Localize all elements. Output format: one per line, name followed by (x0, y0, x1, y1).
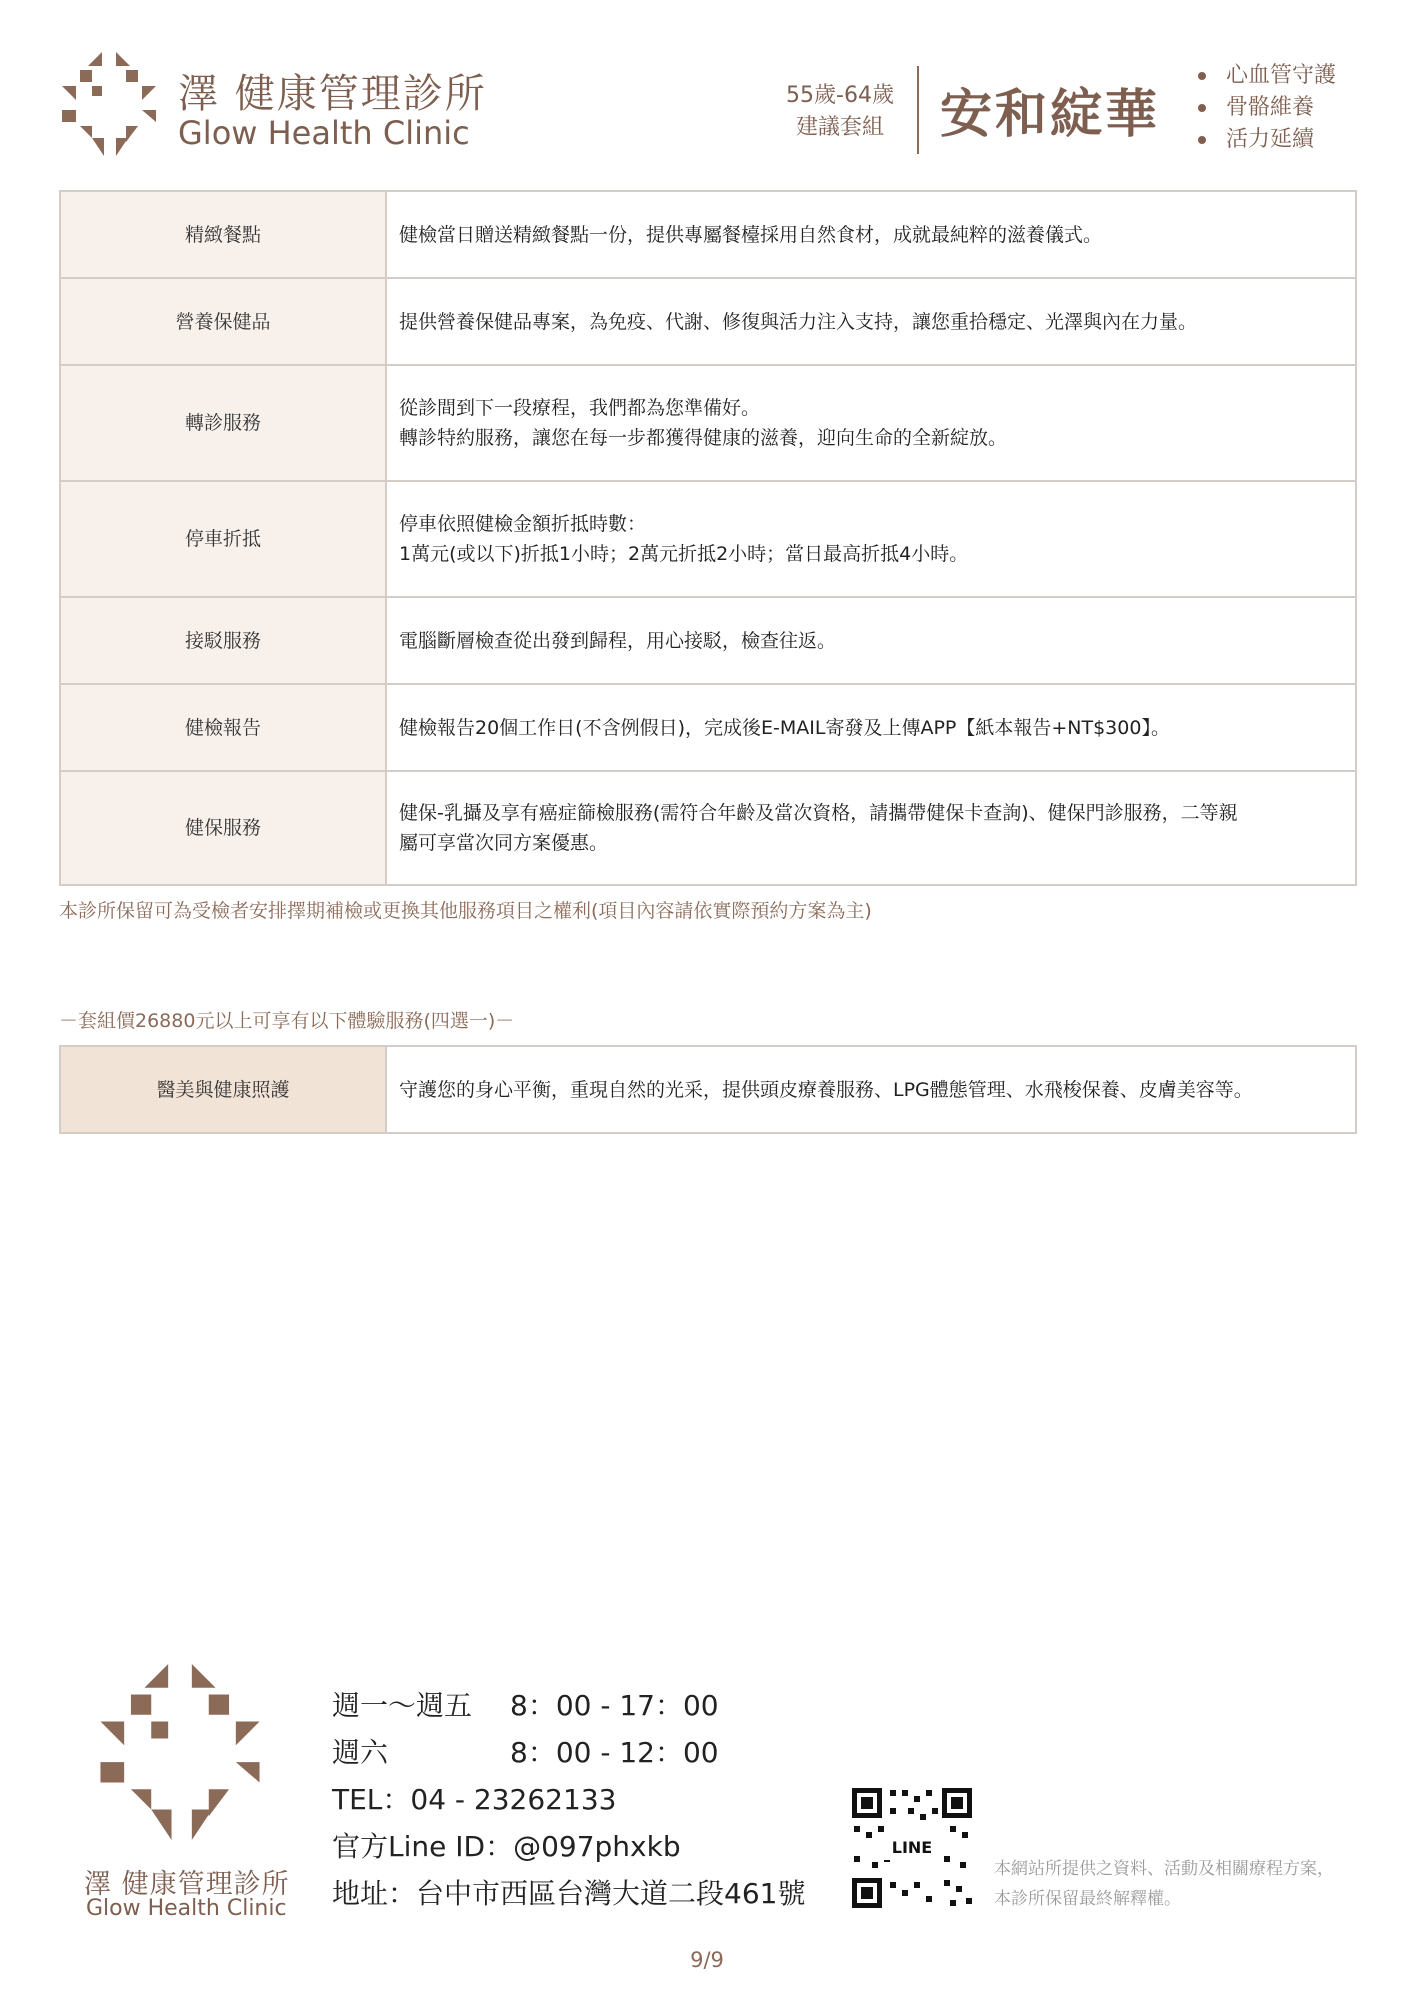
service-name: 健檢報告 (60, 684, 386, 771)
page-number: 9/9 (690, 1948, 724, 1972)
offer-table (59, 1045, 1357, 1134)
service-desc: 提供營養保健品專案，為免疫、代謝、修復與活力注入支持，讓您重拾穩定、光澤與內在力量。 (386, 278, 1356, 365)
feature-item: 心血管守護 (1198, 60, 1336, 92)
service-desc: 停車依照健檢金額折抵時數： 1萬元(或以下)折抵1小時；2萬元折抵2小時；當日最高折抵4小時。 (386, 481, 1356, 597)
package-name: 安和綻華 (940, 85, 1161, 145)
qr-label: LINE (891, 1838, 933, 1857)
offer-name: 醫美與健康照護 (60, 1046, 386, 1133)
service-name: 營養保健品 (60, 278, 386, 365)
hours-saturday: 週六 8：00 - 12：00 (332, 1736, 719, 1769)
offer-desc: 守護您的身心平衡，重現自然的光采，提供頭皮療養服務、LPG體態管理、水飛梭保養、皮膚美容等。 (386, 1046, 1356, 1133)
service-name: 接駁服務 (60, 597, 386, 684)
clinic-logo (62, 52, 156, 156)
service-name: 精緻餐點 (60, 191, 386, 278)
feature-item: 骨骼維養 (1198, 92, 1336, 124)
footer-clinic-name-en: Glow Health Clinic (86, 1896, 287, 1921)
service-name: 轉診服務 (60, 365, 386, 481)
feature-item: 活力延續 (1198, 124, 1336, 156)
table-row (60, 365, 1356, 481)
clinic-name-zh: 澤 健康管理診所 (178, 71, 487, 117)
line-qr-code[interactable] (850, 1786, 974, 1910)
bullet-icon (1198, 72, 1206, 80)
service-desc: 健檢報告20個工作日(不含例假日)，完成後E-MAIL寄發及上傳APP【紙本報告+NT$300】。 (386, 684, 1356, 771)
offer-header: －套組價26880元以上可享有以下體驗服務(四選一)－ (59, 1010, 515, 1032)
package-label: 建議套組 (795, 115, 884, 140)
feature-list (1198, 60, 1336, 156)
header-divider (917, 66, 919, 154)
footer-clinic-name-zh: 澤 健康管理診所 (84, 1869, 290, 1900)
table-row (60, 191, 1356, 278)
service-desc: 電腦斷層檢查從出發到歸程，用心接駁，檢查往返。 (386, 597, 1356, 684)
footer-logo (98, 1664, 262, 1840)
services-table (59, 190, 1357, 886)
service-name: 健保服務 (60, 771, 386, 885)
table-row (60, 771, 1356, 885)
bullet-icon (1198, 104, 1206, 112)
table-row (60, 278, 1356, 365)
hours-weekday: 週一～週五 8：00 - 17：00 (332, 1689, 719, 1722)
service-desc: 健保-乳攝及享有癌症篩檢服務(需符合年齡及當次資格，請攜帶健保卡查詢)、健保門診服務，二等親 屬可享當次同方案優惠。 (386, 771, 1356, 885)
service-desc: 從診間到下一段療程，我們都為您準備好。 轉診特約服務，讓您在每一步都獲得健康的滋養，迎向生命的全新綻放。 (386, 365, 1356, 481)
bullet-icon (1198, 136, 1206, 144)
disclaimer: 本網站所提供之資料、活動及相關療程方案， 本診所保留最終解釋權。 (994, 1859, 1334, 1909)
age-range: 55歲-64歲 (786, 83, 894, 108)
contact-info (332, 1682, 805, 1917)
table-row (60, 481, 1356, 597)
phone: TEL：04 - 23262133 (332, 1783, 617, 1816)
line-id: 官方Line ID：@097phxkb (332, 1830, 681, 1863)
clinic-name-en: Glow Health Clinic (178, 114, 470, 152)
service-desc: 健檢當日贈送精緻餐點一份，提供專屬餐檯採用自然食材，成就最純粹的滋養儀式。 (386, 191, 1356, 278)
address: 地址：台中市西區台灣大道二段461號 (332, 1877, 806, 1910)
table-row (60, 597, 1356, 684)
table-row (60, 1046, 1356, 1133)
reservation-note: 本診所保留可為受檢者安排擇期補檢或更換其他服務項目之權利(項目內容請依實際預約方案為主) (59, 900, 872, 922)
table-row (60, 684, 1356, 771)
service-name: 停車折抵 (60, 481, 386, 597)
